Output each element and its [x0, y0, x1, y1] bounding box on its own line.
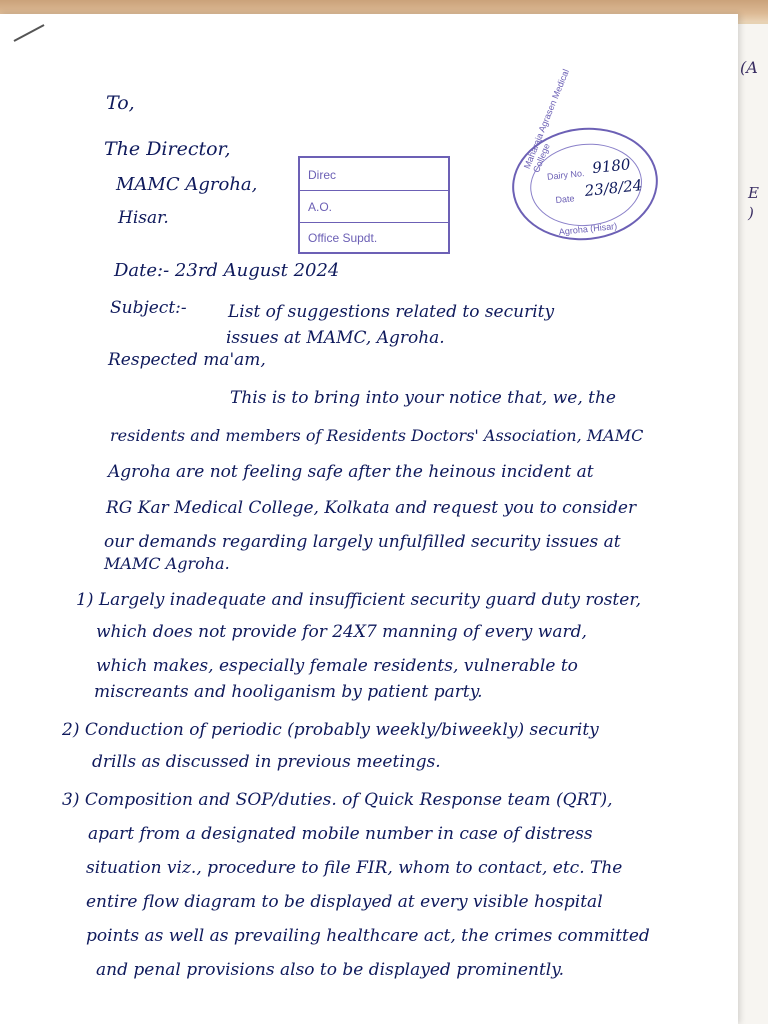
point2-line-2: drills as discussed in previous meetings. [92, 752, 441, 772]
seal-arc-text: Maharaja Agrasen Medical College [521, 67, 572, 174]
subject-label: Subject:- [110, 298, 187, 318]
seal-date-value: 23/8/24 [583, 176, 644, 201]
stamp-row-ao: A.O. [308, 200, 333, 214]
point1-line-2: which does not provide for 24X7 manning of every ward, [96, 622, 587, 642]
body-line-2: residents and members of Residents Doctors' Association, MAMC [110, 426, 644, 445]
letter-date: Date:- 23rd August 2024 [114, 260, 340, 281]
seal-dairy-label: Dairy No. [546, 168, 585, 182]
seal-date-label: Date [555, 193, 575, 206]
body-line-1: This is to bring into your notice that, we, the [230, 388, 616, 408]
point3-line-2: apart from a designated mobile number in case of distress [88, 824, 593, 844]
body-line-3: Agroha are not feeling safe after the heinous incident at [108, 462, 594, 482]
point1-line-3: which makes, especially female residents, vulnerable to [96, 656, 578, 676]
subject-line-1: List of suggestions related to security [228, 302, 555, 322]
point1-line-1: 1) Largely inadequate and insufficient security guard duty roster, [76, 590, 641, 610]
body-line-5: our demands regarding largely unfulfilled security issues at [104, 532, 621, 552]
subject-line-2: issues at MAMC, Agroha. [226, 328, 445, 348]
point2-line-1: 2) Conduction of periodic (probably weekly/biweekly) security [62, 720, 599, 740]
stamp-row-office: Office Supdt. [308, 231, 378, 245]
salutation: Respected ma'am, [108, 350, 266, 370]
to-line: To, [106, 92, 135, 114]
seal-bottom-text: Agroha (Hisar) [558, 220, 618, 237]
recipient-city: Hisar. [118, 208, 169, 228]
recipient-institution: MAMC Agroha, [116, 174, 258, 195]
point3-line-6: and penal provisions also to be displayed prominently. [96, 960, 564, 980]
edge-text-mid1: E [748, 184, 759, 202]
body-line-4: RG Kar Medical College, Kolkata and request you to consider [106, 498, 637, 518]
point3-line-5: points as well as prevailing healthcare act, the crimes committed [86, 926, 650, 946]
office-stamp [298, 156, 450, 254]
point3-line-4: entire flow diagram to be displayed at every visible hospital [86, 892, 603, 912]
edge-text-top: (A [740, 58, 758, 77]
point3-line-3: situation viz., procedure to file FIR, whom to contact, etc. The [86, 858, 623, 878]
point3-line-1: 3) Composition and SOP/duties. of Quick Response team (QRT), [62, 790, 613, 810]
point1-line-4: miscreants and hooliganism by patient party. [94, 682, 483, 702]
recipient-title: The Director, [104, 138, 231, 160]
body-line-6: MAMC Agroha. [104, 554, 230, 573]
stamp-row-director: Direc [308, 168, 337, 182]
edge-text-mid2: ) [748, 204, 754, 222]
seal-dairy-number: 9180 [591, 155, 632, 178]
